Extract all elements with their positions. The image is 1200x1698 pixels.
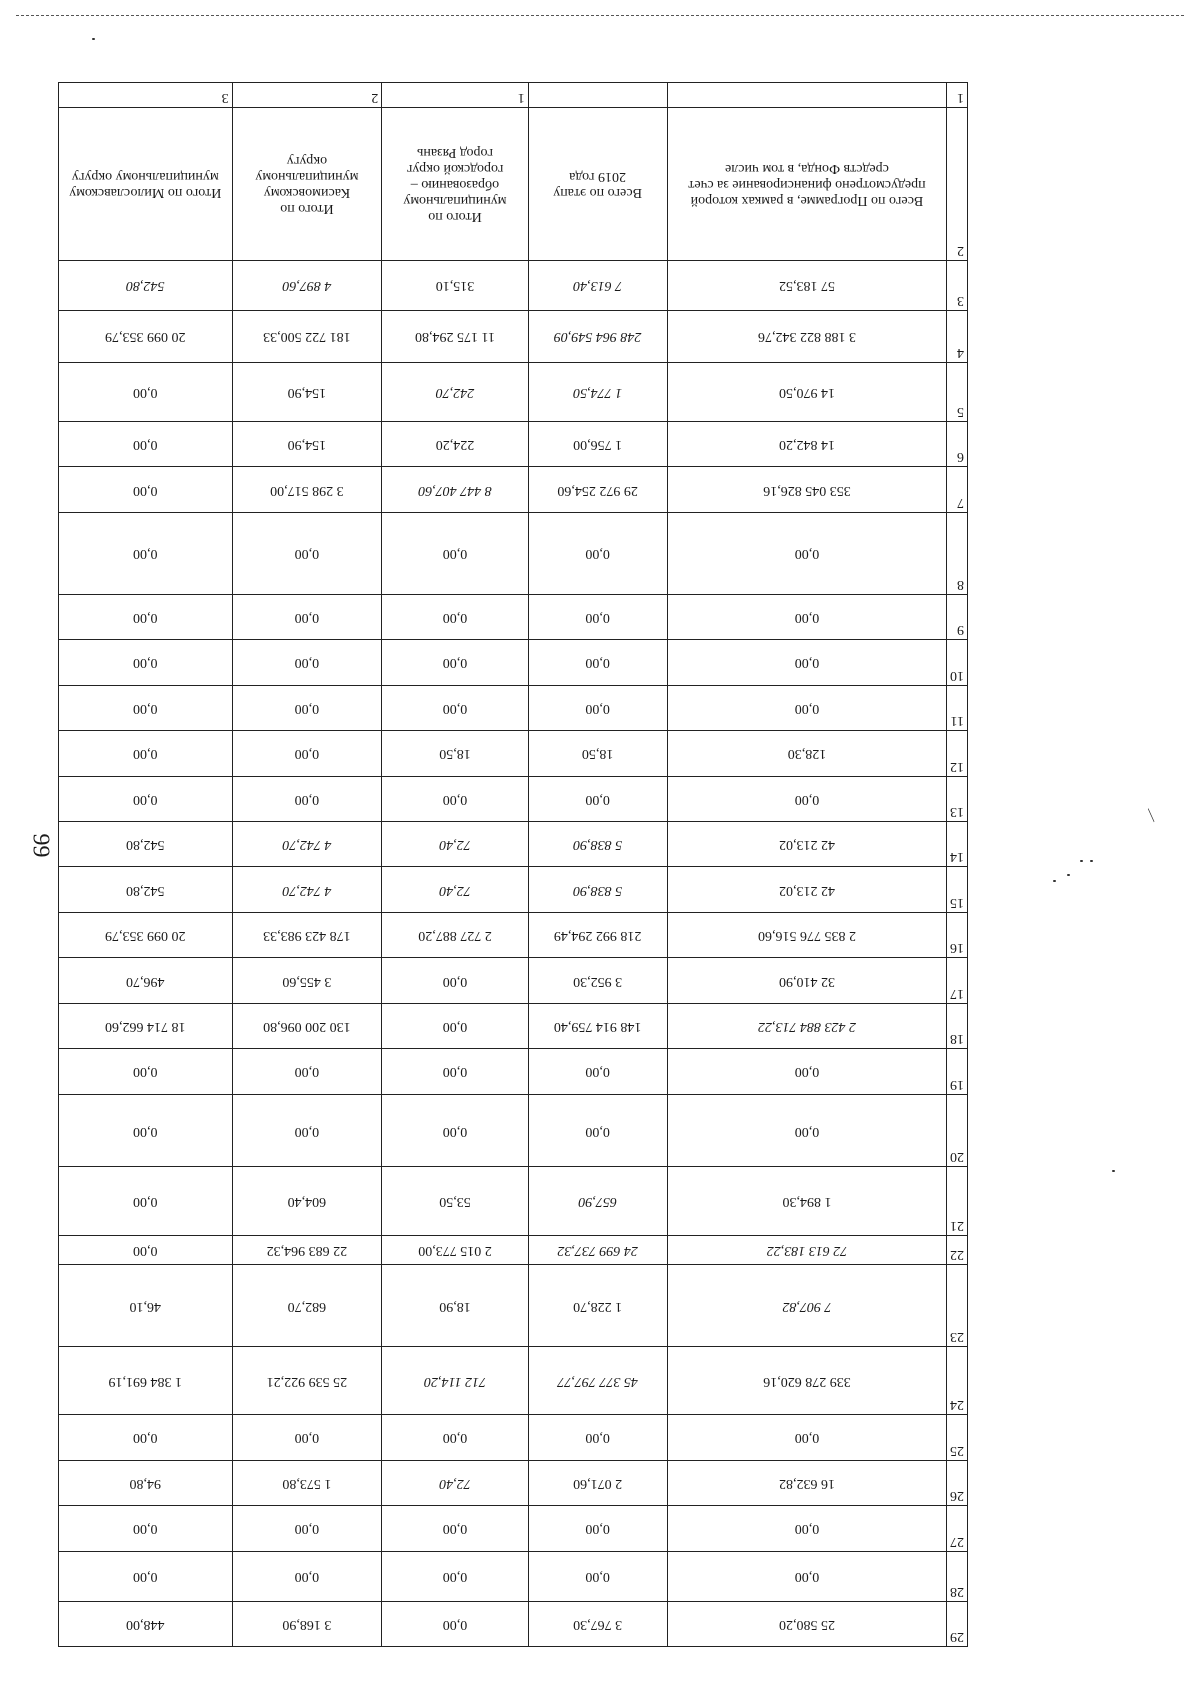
value-cell: 0,00 [528,640,667,685]
value-cell: 0,00 [232,640,382,685]
value-cell: 45 377 797,77 [528,1347,667,1415]
column-index: 2 [232,83,382,108]
value-cell: 3 298 517,00 [232,467,382,512]
value-cell: 0,00 [232,594,382,639]
value-cell: 29 972 254,60 [528,467,667,512]
row-number: 26 [947,1460,968,1505]
value-cell: 18,50 [528,731,667,776]
page-number: 99 [27,833,54,858]
table-row [59,958,968,1003]
value-cell: 0,00 [59,362,233,421]
value-cell: 0,00 [528,512,667,594]
value-cell: 3 188 822 342,76 [667,310,947,362]
value-cell: 94,80 [59,1460,233,1505]
value-cell: 0,00 [232,685,382,730]
value-cell: 1 894,30 [667,1167,947,1235]
table-row [59,467,968,512]
value-cell: 25 580,20 [667,1601,947,1646]
value-cell: 0,00 [59,1506,233,1551]
column-index [667,83,947,108]
value-cell: 0,00 [667,1506,947,1551]
table-row [59,421,968,466]
value-cell: 0,00 [382,1094,528,1167]
value-cell: 1 228,70 [528,1265,667,1347]
row-number: 19 [947,1049,968,1094]
row-number: 10 [947,640,968,685]
value-cell: 25 539 922,21 [232,1347,382,1415]
value-cell: 0,00 [667,640,947,685]
value-cell: 0,00 [667,594,947,639]
value-cell: 0,00 [232,1049,382,1094]
value-cell: 0,00 [59,731,233,776]
row-number: 7 [947,467,968,512]
value-cell: 0,00 [667,685,947,730]
value-cell: 2 727 887,20 [382,912,528,957]
column-index: 3 [59,83,233,108]
value-cell: 0,00 [59,1167,233,1235]
value-cell: 0,00 [59,1551,233,1601]
financing-table [58,82,968,1647]
value-cell: 2 835 776 516,60 [667,912,947,957]
table-row [59,776,968,821]
table-row [59,260,968,310]
table-row [59,685,968,730]
value-cell: 448,00 [59,1601,233,1646]
value-cell: 542,80 [59,867,233,912]
scan-mark: ⁄ [1141,808,1161,822]
value-cell: 0,00 [59,685,233,730]
value-cell: 242,70 [382,362,528,421]
value-cell: 8 447 407,60 [382,467,528,512]
value-cell: 0,00 [382,685,528,730]
row-number: 5 [947,362,968,421]
value-cell: 72,40 [382,821,528,866]
column-header: Итого по Касимовскому муниципальному округу [232,108,382,260]
table-row [59,867,968,912]
value-cell: 1 573,80 [232,1460,382,1505]
value-cell: 42 213,02 [667,867,947,912]
row-number: 3 [947,260,968,310]
value-cell: 7 613,40 [528,260,667,310]
value-cell: 353 045 826,16 [667,467,947,512]
value-cell: 0,00 [667,1094,947,1167]
value-cell: 16 632,82 [667,1460,947,1505]
value-cell: 0,00 [232,731,382,776]
row-number: 15 [947,867,968,912]
row-number: 14 [947,821,968,866]
value-cell: 0,00 [59,421,233,466]
value-cell: 46,10 [59,1265,233,1347]
value-cell: 248 964 549,09 [528,310,667,362]
table-row [59,362,968,421]
value-cell: 1 774,50 [528,362,667,421]
table-row [59,1265,968,1347]
value-cell: 4 897,60 [232,260,382,310]
row-number: 12 [947,731,968,776]
value-cell: 148 914 759,40 [528,1003,667,1048]
column-index [528,83,667,108]
value-cell: 315,10 [382,260,528,310]
row-number: 23 [947,1265,968,1347]
row-number: 16 [947,912,968,957]
row-number: 27 [947,1506,968,1551]
value-cell: 0,00 [382,640,528,685]
value-cell: 0,00 [528,1551,667,1601]
value-cell: 0,00 [667,512,947,594]
value-cell: 130 200 096,80 [232,1003,382,1048]
value-cell: 0,00 [232,1415,382,1460]
value-cell: 53,50 [382,1167,528,1235]
value-cell: 0,00 [232,1551,382,1601]
row-number: 25 [947,1415,968,1460]
value-cell: 0,00 [667,1551,947,1601]
table-row [59,594,968,639]
value-cell: 0,00 [528,1094,667,1167]
table-row [59,1415,968,1460]
value-cell: 0,00 [382,958,528,1003]
value-cell: 0,00 [382,1551,528,1601]
table-row [59,1506,968,1551]
value-cell: 14 970,50 [667,362,947,421]
value-cell: 0,00 [59,1049,233,1094]
row-number: 8 [947,512,968,594]
table-row [59,1094,968,1167]
table-row [59,310,968,362]
table-row [59,821,968,866]
value-cell: 72,40 [382,1460,528,1505]
value-cell: 154,90 [232,362,382,421]
value-cell: 0,00 [382,1049,528,1094]
row-number: 22 [947,1235,968,1265]
value-cell: 3 952,30 [528,958,667,1003]
value-cell: 604,40 [232,1167,382,1235]
row-number: 18 [947,1003,968,1048]
value-cell: 11 175 294,80 [382,310,528,362]
value-cell: 0,00 [667,1415,947,1460]
table-row [59,1235,968,1265]
value-cell: 0,00 [382,1003,528,1048]
value-cell: 218 992 294,49 [528,912,667,957]
value-cell: 0,00 [528,685,667,730]
column-header: Всего по Программе, в рамках которой предусмотрено финансирование за счет средств Фонда, в том числе [667,108,947,260]
row-number: 29 [947,1601,968,1646]
row-number: 24 [947,1347,968,1415]
value-cell: 0,00 [667,776,947,821]
table-row [59,1460,968,1505]
value-cell: 0,00 [232,776,382,821]
header-row [59,108,968,260]
table-row [59,912,968,957]
value-cell: 339 278 620,16 [667,1347,947,1415]
value-cell: 224,20 [382,421,528,466]
column-header: Всего по этапу 2019 года [528,108,667,260]
row-number: 1 [947,83,968,108]
table-row [59,731,968,776]
value-cell: 4 742,70 [232,821,382,866]
value-cell: 0,00 [232,1506,382,1551]
table-row [59,1551,968,1601]
value-cell: 20 099 353,79 [59,912,233,957]
value-cell: 0,00 [528,594,667,639]
row-number: 4 [947,310,968,362]
value-cell: 542,80 [59,260,233,310]
row-number: 13 [947,776,968,821]
value-cell: 682,70 [232,1265,382,1347]
value-cell: 7 907,82 [667,1265,947,1347]
table-row [59,1049,968,1094]
row-number: 20 [947,1094,968,1167]
column-index: 1 [382,83,528,108]
row-number: 6 [947,421,968,466]
value-cell: 178 423 983,33 [232,912,382,957]
value-cell: 0,00 [382,1506,528,1551]
row-number: 2 [947,108,968,260]
value-cell: 5 838,90 [528,867,667,912]
value-cell: 3 168,90 [232,1601,382,1646]
value-cell: 657,90 [528,1167,667,1235]
value-cell: 1 756,00 [528,421,667,466]
value-cell: 2 015 773,00 [382,1235,528,1265]
value-cell: 0,00 [667,1049,947,1094]
value-cell: 712 114,20 [382,1347,528,1415]
row-number: 17 [947,958,968,1003]
row-number: 28 [947,1551,968,1601]
value-cell: 0,00 [59,1235,233,1265]
value-cell: 0,00 [59,467,233,512]
value-cell: 0,00 [382,1415,528,1460]
value-cell: 0,00 [528,1049,667,1094]
value-cell: 3 767,30 [528,1601,667,1646]
value-cell: 0,00 [528,776,667,821]
value-cell: 72,40 [382,867,528,912]
value-cell: 0,00 [232,512,382,594]
value-cell: 0,00 [59,594,233,639]
value-cell: 1 384 691,19 [59,1347,233,1415]
value-cell: 22 683 964,32 [232,1235,382,1265]
table-row [59,1167,968,1235]
value-cell: 20 099 353,79 [59,310,233,362]
value-cell: 128,30 [667,731,947,776]
value-cell: 154,90 [232,421,382,466]
value-cell: 18,50 [382,731,528,776]
row-number: 21 [947,1167,968,1235]
value-cell: 0,00 [528,1415,667,1460]
value-cell: 2 423 884 713,22 [667,1003,947,1048]
index-row [59,83,968,108]
value-cell: 0,00 [59,640,233,685]
value-cell: 4 742,70 [232,867,382,912]
value-cell: 542,80 [59,821,233,866]
value-cell: 24 699 737,32 [528,1235,667,1265]
table-row [59,1003,968,1048]
value-cell: 0,00 [59,1094,233,1167]
value-cell: 0,00 [59,776,233,821]
value-cell: 0,00 [528,1506,667,1551]
column-header: Итого по муниципальному образованию – городской округ город Рязань [382,108,528,260]
value-cell: 18,90 [382,1265,528,1347]
value-cell: 0,00 [382,594,528,639]
value-cell: 5 838,90 [528,821,667,866]
value-cell: 72 613 183,22 [667,1235,947,1265]
value-cell: 0,00 [382,512,528,594]
value-cell: 18 714 662,60 [59,1003,233,1048]
value-cell: 14 842,20 [667,421,947,466]
value-cell: 32 410,90 [667,958,947,1003]
table-row [59,640,968,685]
row-number: 9 [947,594,968,639]
column-header: Итого по Милославскому муниципальному округу [59,108,233,260]
value-cell: 3 455,60 [232,958,382,1003]
table-row [59,1347,968,1415]
value-cell: 2 071,60 [528,1460,667,1505]
value-cell: 496,70 [59,958,233,1003]
value-cell: 42 213,02 [667,821,947,866]
value-cell: 57 183,52 [667,260,947,310]
table-row [59,1601,968,1646]
table-row [59,512,968,594]
value-cell: 181 722 500,33 [232,310,382,362]
value-cell: 0,00 [382,1601,528,1646]
value-cell: 0,00 [232,1094,382,1167]
value-cell: 0,00 [59,1415,233,1460]
value-cell: 0,00 [59,512,233,594]
row-number: 11 [947,685,968,730]
value-cell: 0,00 [382,776,528,821]
